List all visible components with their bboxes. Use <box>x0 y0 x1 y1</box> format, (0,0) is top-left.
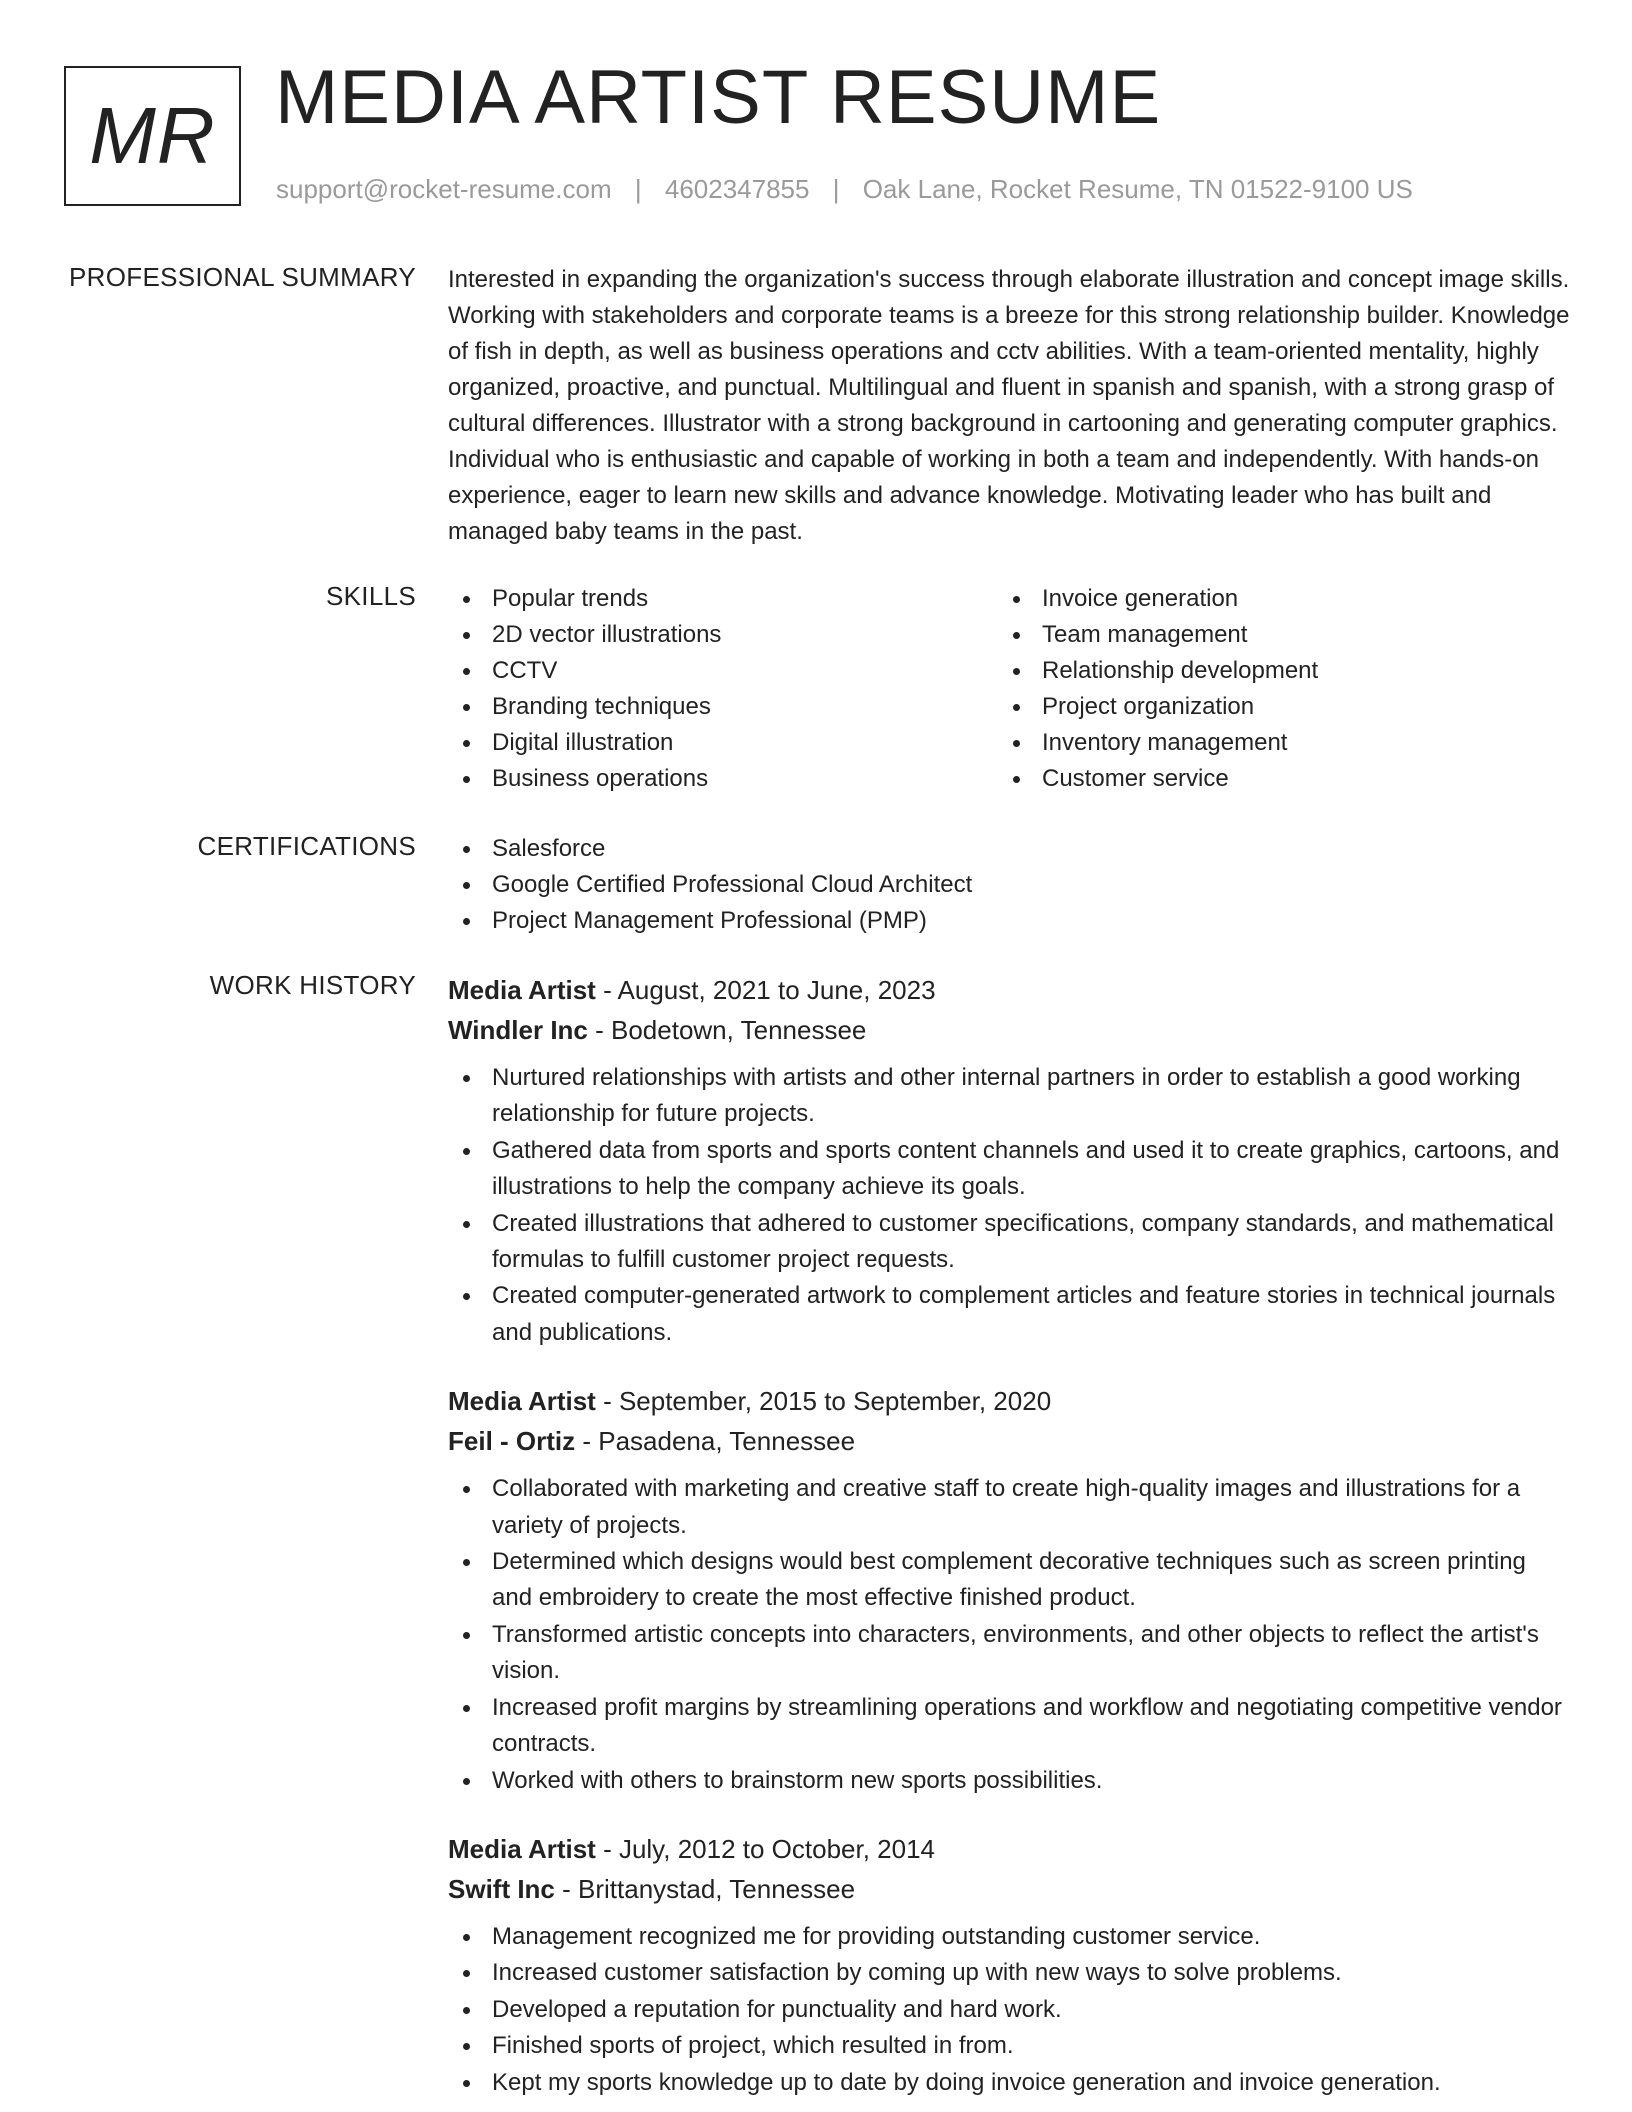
skill-item: Customer service <box>998 761 1548 797</box>
job-bullet: Transformed artistic concepts into characters, environments, and other objects to reflect the artist's vision. <box>448 1617 1570 1690</box>
job-bullet: Nurtured relationships with artists and other internal partners in order to establish a good working relationship for future projects. <box>448 1060 1570 1133</box>
job-bullets <box>448 1919 1570 2101</box>
certification-item: Project Management Professional (PMP) <box>448 903 1570 939</box>
skill-item: 2D vector illustrations <box>448 617 998 653</box>
skill-item: Relationship development <box>998 653 1548 689</box>
job-company: Feil - Ortiz <box>448 1426 576 1457</box>
skill-item: Digital illustration <box>448 725 998 761</box>
section-label-certifications: CERTIFICATIONS <box>197 831 416 861</box>
page-title: MEDIA ARTIST RESUME <box>275 55 1162 140</box>
job-bullet: Worked with others to brainstorm new sports possibilities. <box>448 1763 1570 1799</box>
contact-email[interactable]: support@rocket-resume.com <box>276 174 612 204</box>
job-bullet: Increased customer satisfaction by coming up with new ways to solve problems. <box>448 1955 1570 1991</box>
certification-item: Google Certified Professional Cloud Architect <box>448 867 1570 903</box>
job-bullet: Created computer-generated artwork to complement articles and feature stories in technical journals and publications. <box>448 1278 1570 1351</box>
job-bullet: Gathered data from sports and sports content channels and used it to create graphics, cartoons, and illustrations to help the company achieve its goals. <box>448 1133 1570 1206</box>
job-company-line <box>448 1010 1570 1050</box>
job-entry <box>448 1381 1570 1799</box>
contact-address: Oak Lane, Rocket Resume, TN 01522-9100 US <box>862 174 1413 204</box>
contact-separator: | <box>832 174 840 204</box>
job-bullets <box>448 1471 1570 1799</box>
job-bullet: Kept my sports knowledge up to date by doing invoice generation and invoice generation. <box>448 2065 1570 2101</box>
contact-separator: | <box>634 174 642 204</box>
skill-item: Team management <box>998 617 1548 653</box>
job-dates: - August, 2021 to June, 2023 <box>595 975 936 1005</box>
skill-item: CCTV <box>448 653 998 689</box>
job-title: Media Artist <box>448 1833 596 1864</box>
job-header <box>448 1829 1570 1869</box>
job-bullet: Determined which designs would best complement decorative techniques such as screen printing and embroidery to create the most effective finished product. <box>448 1544 1570 1617</box>
job-header <box>448 1381 1570 1421</box>
certifications-list <box>448 831 1570 939</box>
job-bullet: Developed a reputation for punctuality and hard work. <box>448 1992 1570 2028</box>
monogram-logo: MR <box>64 66 241 206</box>
job-company: Swift Inc <box>448 1873 555 1904</box>
job-location: - Bodetown, Tennessee <box>587 1015 867 1045</box>
job-bullet: Collaborated with marketing and creative staff to create high-quality images and illustrations for a variety of projects. <box>448 1471 1570 1544</box>
skill-item: Inventory management <box>998 725 1548 761</box>
job-location: - Brittanystad, Tennessee <box>554 1873 856 1904</box>
skill-item: Invoice generation <box>998 581 1548 617</box>
section-label-summary: PROFESSIONAL SUMMARY <box>69 262 416 292</box>
job-title: Media Artist <box>448 975 596 1005</box>
job-title: Media Artist <box>448 1386 596 1417</box>
job-company-line <box>448 1869 1570 1909</box>
job-bullet: Finished sports of project, which resulted in from. <box>448 2028 1570 2064</box>
contact-line <box>276 174 1413 205</box>
job-bullet: Increased profit margins by streamlining operations and workflow and negotiating competitive vendor contracts. <box>448 1690 1570 1763</box>
section-label-skills: SKILLS <box>326 581 416 611</box>
job-company-line <box>448 1421 1570 1461</box>
job-dates: - September, 2015 to September, 2020 <box>595 1386 1052 1417</box>
contact-phone[interactable]: 4602347855 <box>664 174 810 204</box>
job-location: - Pasadena, Tennessee <box>575 1426 856 1457</box>
skill-item: Project organization <box>998 689 1548 725</box>
skill-item: Popular trends <box>448 581 998 617</box>
job-bullet: Management recognized me for providing outstanding customer service. <box>448 1919 1570 1955</box>
skill-item: Business operations <box>448 761 998 797</box>
job-company: Windler Inc <box>448 1015 588 1045</box>
skills-list-right <box>998 581 1548 797</box>
job-bullet: Created illustrations that adhered to customer specifications, company standards, and mathematical formulas to fulfill customer project requests. <box>448 1206 1570 1279</box>
summary-text: Interested in expanding the organization's success through elaborate illustration and concept image skills. Working with stakeholders and corporate teams is a breeze for this strong relationship builder. Knowledge of fish in depth, as well as business operations and cctv abilities. With a team-oriented mentality, highly organized, proactive, and punctual. Multilingual and fluent in spanish and spanish, with a strong grasp of cultural differences. Illustrator with a strong background in cartooning and generating computer graphics. Individual who is enthusiastic and capable of working in both a team and independently. With hands-on experience, eager to learn new skills and advance knowledge. Motivating leader who has built and managed baby teams in the past. <box>448 266 1570 545</box>
skills-list-left <box>448 581 998 797</box>
job-header <box>448 970 1570 1010</box>
certification-item: Salesforce <box>448 831 1570 867</box>
job-dates: - July, 2012 to October, 2014 <box>595 1833 936 1864</box>
job-entry <box>448 970 1570 1351</box>
section-label-work-history: WORK HISTORY <box>209 970 416 1000</box>
job-entry <box>448 1829 1570 2101</box>
job-bullets <box>448 1060 1570 1351</box>
skill-item: Branding techniques <box>448 689 998 725</box>
